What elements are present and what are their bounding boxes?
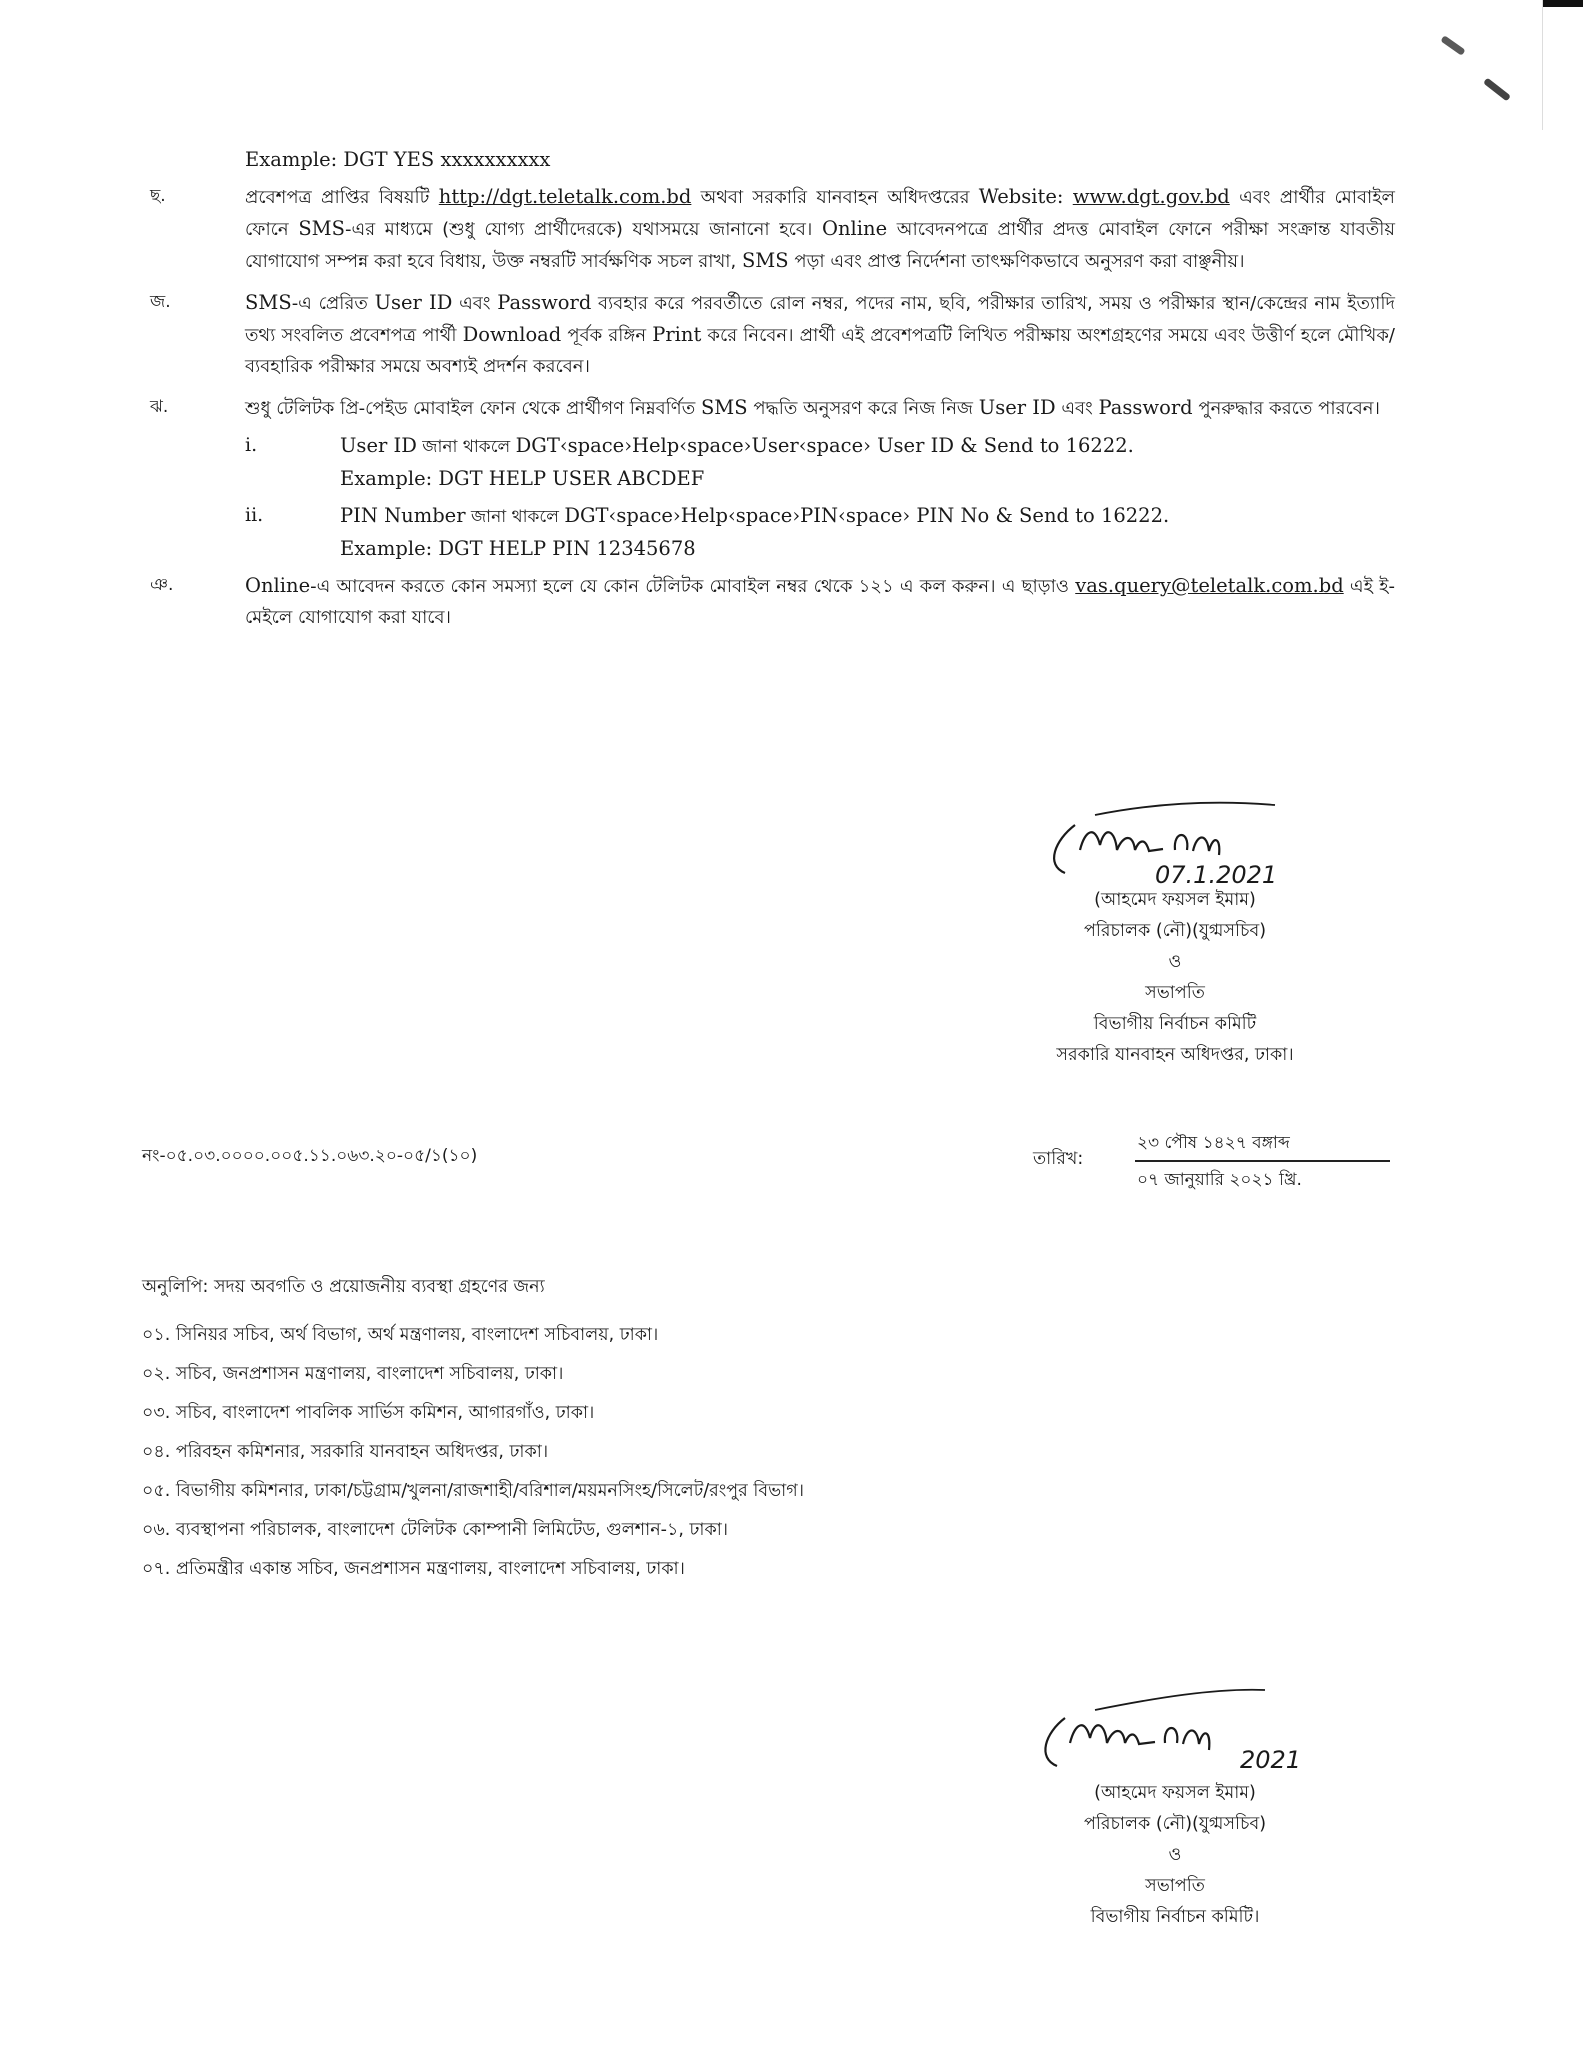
date-gregorian: ০৭ জানুয়ারি ২০২১ খ্রি. <box>1137 1169 1302 1190</box>
memo-number: নং-০৫.০৩.০০০০.০০৫.১১.০৬৩.২০-০৫/১(১০) <box>142 1146 478 1166</box>
signatory-role: সভাপতি <box>1145 1876 1205 1896</box>
copy-item: ০৬. ব্যবস্থাপনা পরিচালক, বাংলাদেশ টেলিটক কোম্পানী লিমিটেড, গুলশান-১, ঢাকা। <box>142 1520 729 1540</box>
committee-name: বিভাগীয় নির্বাচন কমিটি <box>1093 1014 1257 1034</box>
signature-block-1 <box>1010 795 1340 1071</box>
handwritten-signature-icon <box>1035 795 1315 885</box>
sub-item-pin <box>150 500 1395 564</box>
intro-example-row <box>150 144 1395 175</box>
teletalk-dgt-link[interactable]: http://dgt.teletalk.com.bd <box>438 185 692 208</box>
date-label: তারিখ: <box>1033 1149 1084 1169</box>
item-chha <box>150 181 1395 277</box>
text-fragment: Online <box>822 217 888 240</box>
item-nya <box>150 570 1395 633</box>
text-fragment: আবেদনপত্রে প্রার্থীর প্রদত্ত মোবাইল ফোনে পরীক্ষা সংক্রান্ত যাবতীয় যোগাযোগ সম্পন্ন করা হবে বিধায়, উক্ত নম্বরটি সার্বক্ষণিক সচল রাখা, <box>245 219 1395 272</box>
text-fragment: এবং প্রার্থীর মোবাইল ফোনে <box>245 187 1395 240</box>
text-fragment: SMS <box>298 217 345 240</box>
copy-recipients <box>142 1272 804 1589</box>
signatory-designation: পরিচালক (নৌ)(যুগ্মসচিব) <box>1083 921 1267 941</box>
sub-item-instruction <box>340 430 1395 463</box>
text-fragment: এই ই-মেইলে যোগাযোগ করা যাবে। <box>245 576 1395 628</box>
signatory-name: (আহমেদ ফয়সল ইমাম) <box>1094 890 1256 910</box>
signatory-name: (আহমেদ ফয়সল ইমাম) <box>1094 1783 1256 1803</box>
item-marker: ঞ. <box>150 575 174 595</box>
support-email-link[interactable]: vas.query@teletalk.com.bd <box>1075 574 1344 597</box>
handwritten-signature-icon <box>1025 1688 1325 1778</box>
signature-block-2 <box>1010 1688 1340 1933</box>
text-fragment: শুধু টেলিটক প্রি-পেইড মোবাইল ফোন থেকে প্রার্থীগণ নিম্নবর্ণিত <box>245 398 701 419</box>
sub-item-user-id <box>150 430 1395 494</box>
scan-edge-line <box>1542 0 1543 130</box>
text-fragment: Password <box>497 291 592 314</box>
svg-text:2021: 2021 <box>1240 1746 1302 1774</box>
text-fragment: অথবা সরকারি যানবাহন অধিদপ্তরের <box>691 187 979 208</box>
office-name: সরকারি যানবাহন অধিদপ্তর, ঢাকা। <box>1056 1045 1294 1065</box>
text-fragment: Download <box>462 323 562 346</box>
scan-edge-bar <box>1543 0 1583 7</box>
copy-item: ০৩. সচিব, বাংলাদেশ পাবলিক সার্ভিস কমিশন, আগারগাঁও, ঢাকা। <box>142 1403 595 1423</box>
scan-smudge <box>1440 35 1465 56</box>
copy-item: ০৪. পরিবহন কমিশনার, সরকারি যানবাহন অধিদপ্তর, ঢাকা। <box>142 1442 549 1462</box>
text-fragment: জানা থাকলে <box>465 507 565 527</box>
sub-item-example: Example: DGT HELP PIN 12345678 <box>340 537 696 560</box>
text-fragment: -এ প্রেরিত <box>291 293 375 314</box>
text-fragment: PIN Number <box>340 504 466 527</box>
text-fragment: -এ আবেদন করতে কোন সমস্যা হলে যে কোন টেলিটক মোবাইল নম্বর থেকে ১২১ এ কল করুন। এ ছাড়াও <box>310 576 1076 597</box>
text-fragment: -এর মাধ্যমে (শুধু যোগ্য প্রার্থীদেরকে) যথাসময়ে জানানো হবে। <box>345 219 823 240</box>
text-fragment: SMS <box>741 249 789 272</box>
text-fragment: ব্যবহার করে পরবর্তীতে রোল নম্বর, পদের নাম, ছবি, পরীক্ষার তারিখ, সময় ও পরীক্ষার স্থান/কেন্দ্রের নাম ইত্যাদি তথ্য সংবলিত প্রবেশপত্র পার্থী <box>245 293 1395 346</box>
text-fragment: পুনরুদ্ধার করতে পারবেন। <box>1192 398 1380 419</box>
signatory-designation: পরিচালক (নৌ)(যুগ্মসচিব) <box>1083 1814 1267 1834</box>
item-text <box>245 392 1395 424</box>
instructions-section <box>150 144 1395 633</box>
item-jha <box>150 392 1395 424</box>
conjunction: ও <box>1168 1845 1182 1865</box>
text-fragment: এবং <box>1055 398 1099 419</box>
conjunction: ও <box>1168 952 1182 972</box>
text-fragment: এবং <box>452 293 498 314</box>
signatory-role: সভাপতি <box>1145 983 1205 1003</box>
text-fragment: SMS <box>700 396 748 419</box>
date-block <box>1135 1128 1390 1194</box>
item-marker: ছ. <box>150 186 166 206</box>
text-fragment: Print <box>652 323 702 346</box>
svg-text:07.1.2021: 07.1.2021 <box>1155 861 1278 885</box>
copy-item: ০২. সচিব, জনপ্রশাসন মন্ত্রণালয়, বাংলাদেশ সচিবালয়, ঢাকা। <box>142 1364 564 1384</box>
text-fragment: Website: <box>978 185 1064 208</box>
copy-item: ০৫. বিভাগীয় কমিশনার, ঢাকা/চট্টগ্রাম/খুলনা/রাজশাহী/বরিশাল/ময়মনসিংহ/সিলেট/রংপুর বিভাগ। <box>142 1481 804 1501</box>
item-marker: ঝ. <box>150 397 169 417</box>
text-fragment: DGT‹space›Help‹space›PIN‹space› PIN No & Send to 16222. <box>564 504 1170 527</box>
text-fragment: Online <box>245 574 311 597</box>
text-fragment: SMS <box>245 291 292 314</box>
item-text <box>245 181 1395 277</box>
scan-smudge <box>1483 78 1511 102</box>
committee-name: বিভাগীয় নির্বাচন কমিটি। <box>1090 1907 1260 1927</box>
sub-item-marker: i. <box>245 434 258 456</box>
copy-item: ০১. সিনিয়র সচিব, অর্থ বিভাগ, অর্থ মন্ত্রণালয়, বাংলাদেশ সচিবালয়, ঢাকা। <box>142 1325 659 1345</box>
text-fragment: জানা থাকলে <box>416 437 516 457</box>
text-fragment: User ID <box>340 434 417 457</box>
item-text <box>245 287 1395 382</box>
text-fragment: User ID <box>374 291 453 314</box>
sub-item-marker: ii. <box>245 504 264 526</box>
text-fragment: প্রবেশপত্র প্রাপ্তির বিষয়টি <box>245 187 439 208</box>
copies-heading: অনুলিপি: সদয় অবগতি ও প্রয়োজনীয় ব্যবস্থা গ্রহণের জন্য <box>142 1277 545 1297</box>
dgt-gov-link[interactable]: www.dgt.gov.bd <box>1072 185 1230 208</box>
date-bangla: ২৩ পৌষ ১৪২৭ বঙ্গাব্দ <box>1137 1133 1290 1153</box>
item-ja <box>150 287 1395 382</box>
text-fragment: DGT‹space›Help‹space›User‹space› User ID & Send to 16222. <box>515 434 1134 457</box>
item-text <box>245 570 1395 633</box>
date-divider <box>1135 1160 1390 1162</box>
item-marker: জ. <box>150 292 171 312</box>
text-fragment: করে নিবেন। প্রার্থী এই প্রবেশপত্রটি লিখিত পরীক্ষায় অংশগ্রহণের সময়ে এবং উত্তীর্ণ হলে মৌখিক/ব্যবহারিক পরীক্ষার সময়ে অবশ্যই প্রদর্শন করবেন। <box>245 325 1395 377</box>
text-fragment: পদ্ধতি অনুসরণ করে নিজ নিজ <box>747 398 979 419</box>
copy-item: ০৭. প্রতিমন্ত্রীর একান্ত সচিব, জনপ্রশাসন মন্ত্রণালয়, বাংলাদেশ সচিবালয়, ঢাকা। <box>142 1559 685 1579</box>
text-fragment: পড়া এবং প্রাপ্ত নির্দেশনা তাৎক্ষণিকভাবে অনুসরণ করা বাঞ্ছনীয়। <box>788 251 1245 272</box>
sub-item-instruction <box>340 500 1395 533</box>
text-fragment: User ID <box>978 396 1056 419</box>
text-fragment: Password <box>1098 396 1193 419</box>
text-fragment: পূর্বক রঙ্গিন <box>561 325 653 346</box>
sub-item-example: Example: DGT HELP USER ABCDEF <box>340 467 705 490</box>
intro-example: Example: DGT YES xxxxxxxxxx <box>245 148 551 171</box>
